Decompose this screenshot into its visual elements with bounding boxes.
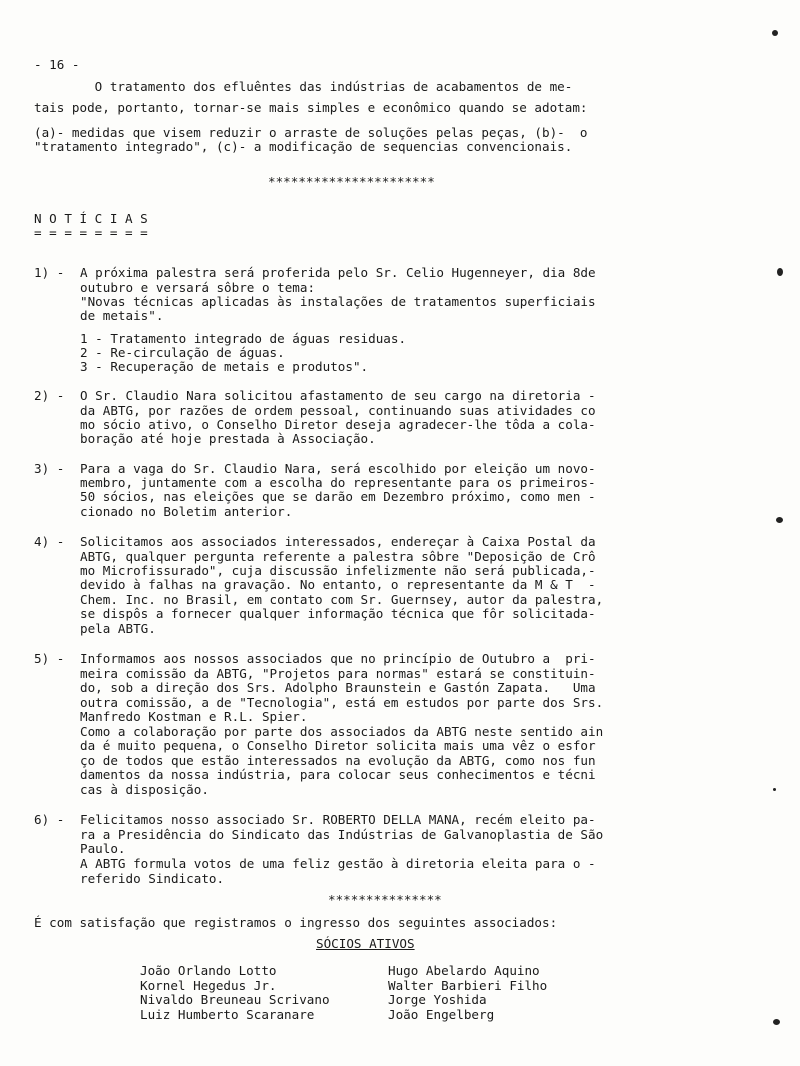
item-line: damentos da nossa indústria, para colocar seus conhecimentos e técni bbox=[80, 767, 596, 782]
item-line: outra comissão, a de "Tecnologia", está em estudos por parte dos Srs. bbox=[80, 695, 604, 710]
item-line: Informamos aos nossos associados que no princípio de Outubro a pri- bbox=[80, 651, 596, 666]
scan-speck bbox=[773, 1019, 780, 1025]
item-line: Felicitamos nosso associado Sr. ROBERTO DELLA MANA, recém eleito pa- bbox=[80, 812, 596, 827]
closing-sentence: É com satisfação que registramos o ingresso dos seguintes associados: bbox=[34, 915, 558, 930]
item-line: mo Microfissurado", cuja discussão infelizmente não será publicada,- bbox=[80, 563, 596, 578]
item-line: da ABTG, por razões de ordem pessoal, continuando suas atividades co bbox=[80, 403, 596, 418]
item-line: 1 - Tratamento integrado de águas residuas. bbox=[80, 331, 407, 346]
item-line: boração até hoje prestada à Associação. bbox=[80, 431, 376, 446]
item-line: Como a colaboração por parte dos associados da ABTG neste sentido ain bbox=[80, 724, 604, 739]
intro-line: "tratamento integrado", (c)- a modificação de sequencias convencionais. bbox=[34, 139, 573, 154]
item-line: da é muito pequena, o Conselho Diretor solicita mais uma vêz o esfor bbox=[80, 738, 596, 753]
item-number: 6) - bbox=[34, 812, 65, 827]
item-line: pela ABTG. bbox=[80, 621, 156, 636]
item-line: cas à disposição. bbox=[80, 782, 209, 797]
item-line: 2 - Re-circulação de águas. bbox=[80, 345, 285, 360]
item-number: 3) - bbox=[34, 461, 65, 476]
scan-speck bbox=[776, 517, 783, 523]
member-name: João Engelberg bbox=[388, 1007, 495, 1022]
item-line: ço de todos que estão interessados na evolução da ABTG, como nos fun bbox=[80, 753, 596, 768]
member-name: Walter Barbieri Filho bbox=[388, 978, 548, 993]
member-name: Hugo Abelardo Aquino bbox=[388, 963, 540, 978]
section-title: N O T Í C I A S bbox=[34, 211, 148, 226]
item-line: outubro e versará sôbre o tema: bbox=[80, 280, 316, 295]
scan-speck bbox=[777, 268, 783, 276]
item-number: 5) - bbox=[34, 651, 65, 666]
separator-stars: *************** bbox=[328, 892, 442, 907]
member-name: Jorge Yoshida bbox=[388, 992, 487, 1007]
intro-line: (a)- medidas que visem reduzir o arraste de soluções pelas peças, (b)- o bbox=[34, 125, 588, 140]
item-line: Manfredo Kostman e R.L. Spier. bbox=[80, 709, 308, 724]
scan-speck bbox=[772, 30, 778, 36]
item-line: cionado no Boletim anterior. bbox=[80, 504, 293, 519]
section-title-underline: = = = = = = = = bbox=[34, 225, 148, 240]
member-name: Luiz Humberto Scaranare bbox=[140, 1007, 315, 1022]
item-line: ABTG, qualquer pergunta referente a palestra sôbre "Deposição de Crô bbox=[80, 549, 596, 564]
item-line: de metais". bbox=[80, 308, 164, 323]
item-line: O Sr. Claudio Nara solicitou afastamento de seu cargo na diretoria - bbox=[80, 388, 596, 403]
item-line: referido Sindicato. bbox=[80, 871, 225, 886]
item-number: 1) - bbox=[34, 265, 65, 280]
item-line: 50 sócios, nas eleições que se darão em Dezembro próximo, como men - bbox=[80, 489, 596, 504]
item-line: Chem. Inc. no Brasil, em contato com Sr. Guernsey, autor da palestra, bbox=[80, 592, 604, 607]
item-line: meira comissão da ABTG, "Projetos para normas" estará se constituin- bbox=[80, 666, 596, 681]
item-line: Paulo. bbox=[80, 841, 126, 856]
intro-line: tais pode, portanto, tornar-se mais simples e econômico quando se adotam: bbox=[34, 100, 588, 115]
item-number: 4) - bbox=[34, 534, 65, 549]
scan-speck bbox=[773, 788, 776, 791]
item-line: 3 - Recuperação de metais e produtos". bbox=[80, 359, 369, 374]
intro-line: O tratamento dos efluêntes das indústrias de acabamentos de me- bbox=[34, 79, 573, 94]
item-line: mo sócio ativo, o Conselho Diretor deseja agradecer-lhe tôda a cola- bbox=[80, 417, 596, 432]
item-line: ra a Presidência do Sindicato das Indústrias de Galvanoplastia de São bbox=[80, 827, 604, 842]
item-line: A próxima palestra será proferida pelo Sr. Celio Hugenneyer, dia 8de bbox=[80, 265, 596, 280]
item-line: A ABTG formula votos de uma feliz gestão à diretoria eleita para o - bbox=[80, 856, 596, 871]
page-number: - 16 - bbox=[34, 57, 80, 72]
item-line: se dispôs a fornecer qualquer informação técnica que fôr solicitada- bbox=[80, 606, 596, 621]
member-name: João Orlando Lotto bbox=[140, 963, 277, 978]
member-name: Kornel Hegedus Jr. bbox=[140, 978, 277, 993]
members-title: SÓCIOS ATIVOS bbox=[316, 936, 415, 951]
item-line: devido à falhas na gravação. No entanto, o representante da M & T - bbox=[80, 577, 596, 592]
member-name: Nivaldo Breuneau Scrivano bbox=[140, 992, 330, 1007]
item-line: Solicitamos aos associados interessados, endereçar à Caixa Postal da bbox=[80, 534, 596, 549]
item-number: 2) - bbox=[34, 388, 65, 403]
item-line: Para a vaga do Sr. Claudio Nara, será escolhido por eleição um novo- bbox=[80, 461, 596, 476]
separator-stars: ********************** bbox=[268, 174, 435, 189]
item-line: do, sob a direção dos Srs. Adolpho Braunstein e Gastón Zapata. Uma bbox=[80, 680, 596, 695]
item-line: membro, juntamente com a escolha do representante para os primeiros- bbox=[80, 475, 596, 490]
item-line: "Novas técnicas aplicadas às instalações de tratamentos superficiais bbox=[80, 294, 596, 309]
